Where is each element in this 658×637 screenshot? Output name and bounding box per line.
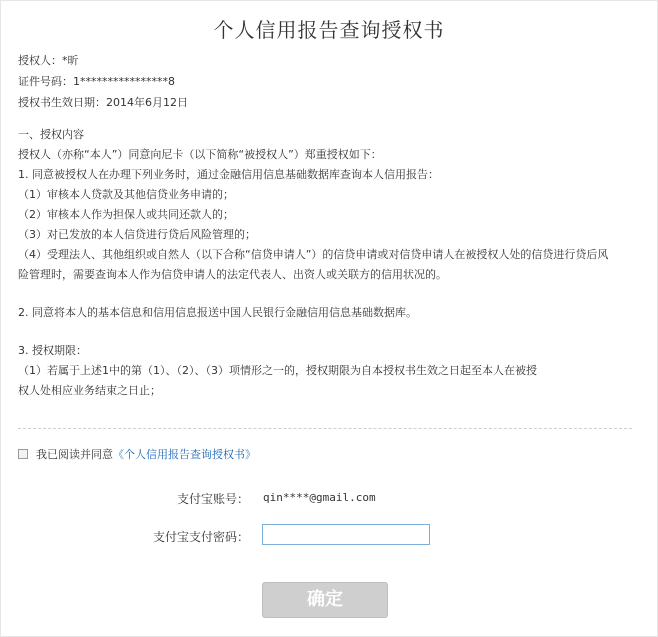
item-2: 2. 同意将本人的基本信息和信用信息报送中国人民银行金融信用信息基础数据库。 bbox=[18, 306, 417, 319]
item-3-line-2: 权人处相应业务结束之日止； bbox=[18, 384, 161, 397]
dashed-divider bbox=[18, 428, 632, 429]
section-heading: 一、授权内容 bbox=[18, 128, 84, 141]
intro-paragraph: 授权人（亦称“本人”）同意向尼卡（以下简称“被授权人”）郑重授权如下： bbox=[18, 148, 382, 161]
item-1-sub-2: （2）审核本人作为担保人或共同还款人的； bbox=[18, 208, 234, 221]
item-1-sub-3: （3）对已发放的本人信贷进行贷后风险管理的； bbox=[18, 228, 256, 241]
authorization-content bbox=[18, 125, 640, 401]
item-3-heading: 3. 授权期限： bbox=[18, 344, 87, 357]
password-label: 支付宝支付密码： bbox=[152, 530, 249, 544]
item-1-sub-1: （1）审核本人贷款及其他信贷业务申请的； bbox=[18, 188, 234, 201]
item-1-sub-4-cont: 险管理时，需要查询本人作为信贷申请人的法定代表人、出资人或关联方的信用状况的。 bbox=[18, 268, 447, 281]
effective-date-line: 授权书生效日期：2014年6月12日 bbox=[18, 96, 188, 109]
confirm-button[interactable]: 确定 bbox=[262, 582, 388, 618]
agree-checkbox[interactable] bbox=[18, 449, 28, 459]
authorizer-line: 授权人：*昕 bbox=[18, 54, 79, 67]
item-1-sub-4: （4）受理法人、其他组织或自然人（以下合称“信贷申请人”）的信贷申请或对信贷申请人在被授权人处的信贷进行贷后风 bbox=[18, 248, 609, 261]
id-number-line: 证件号码：1****************8 bbox=[18, 75, 175, 88]
password-input[interactable] bbox=[262, 524, 430, 545]
account-value: qin****@gmail.com bbox=[263, 491, 376, 504]
item-3-line-1: （1）若属于上述1中的第（1）、（2）、（3）项情形之一的，授权期限为自本授权书生效之日起至本人在被授 bbox=[18, 364, 537, 377]
agree-text: 我已阅读并同意 bbox=[36, 448, 113, 461]
agreement-link[interactable]: 《个人信用报告查询授权书》 bbox=[113, 448, 256, 461]
page-title: 个人信用报告查询授权书 bbox=[213, 18, 445, 42]
item-1: 1. 同意被授权人在办理下列业务时，通过金融信用信息基础数据库查询本人信用报告： bbox=[18, 168, 439, 181]
agreement-row bbox=[18, 446, 256, 462]
authorization-meta bbox=[18, 50, 188, 113]
account-label: 支付宝账号： bbox=[176, 492, 249, 506]
